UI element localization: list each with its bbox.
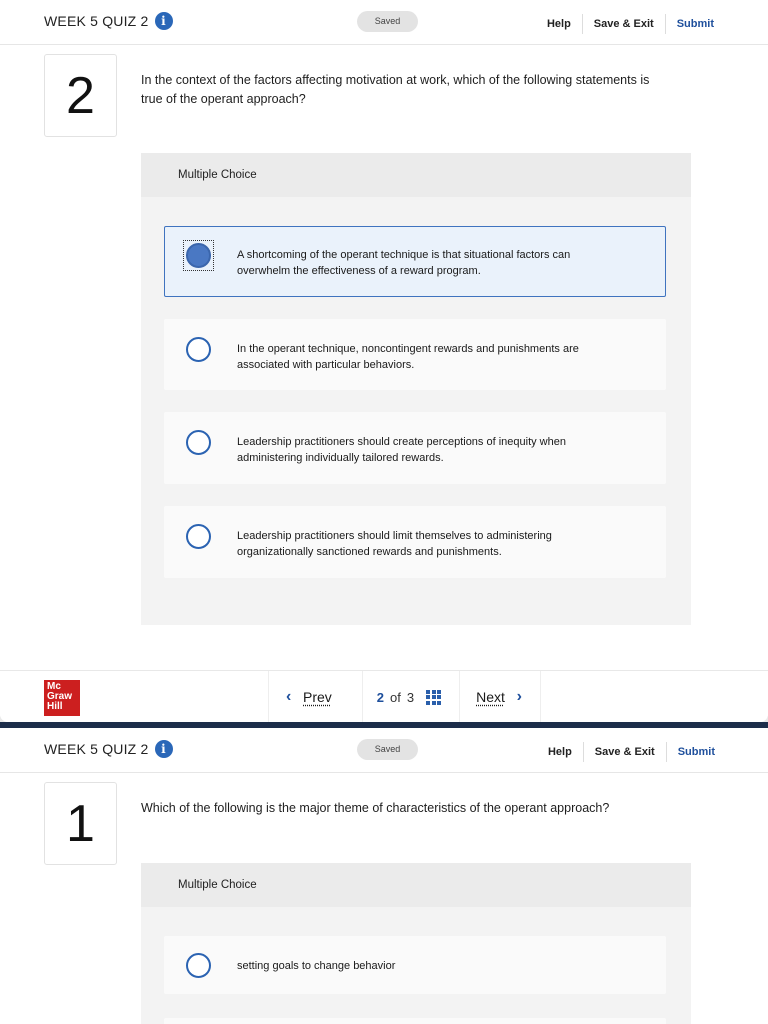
top-links [536,14,714,34]
question-type-label: Multiple Choice [141,863,691,907]
chevron-left-icon: ‹ [286,688,292,705]
top-links [537,742,715,762]
quiz-title-text: WEEK 5 QUIZ 2 [44,13,149,29]
question-text: Which of the following is the major theme of characteristics of the operant approach? [141,801,610,815]
submit-button[interactable]: Submit [676,18,714,30]
answer-option-4[interactable] [164,506,666,578]
multiple-choice-panel [141,863,691,1024]
prev-label: Prev [303,689,332,705]
save-exit-button[interactable]: Save & Exit [594,746,655,758]
chevron-right-icon: › [516,688,522,705]
mcgraw-hill-logo: Mc Graw Hill [44,680,80,716]
answer-option-3[interactable] [164,412,666,484]
answer-option-text: In the operant technique, noncontingent rewards and punishments are associated with particular behaviors. [237,343,579,371]
question-type-label: Multiple Choice [141,153,691,197]
quiz-title [44,12,173,30]
of-label: of [390,689,401,705]
question-number: 2 [44,54,117,137]
radio-empty-icon[interactable] [186,337,211,362]
radio-empty-icon[interactable] [186,953,211,978]
top-bar [0,0,768,45]
help-button[interactable]: Help [546,18,571,30]
next-button[interactable] [459,671,541,722]
save-exit-button[interactable]: Save & Exit [593,18,654,30]
submit-button[interactable]: Submit [677,746,715,758]
info-icon[interactable]: i [155,740,173,758]
question-number: 1 [44,782,117,865]
footer-bar [0,670,768,722]
help-button[interactable]: Help [547,746,572,758]
quiz-title-text: WEEK 5 QUIZ 2 [44,741,149,757]
radio-empty-icon[interactable] [186,430,211,455]
quiz-screen-question-1 [0,728,768,1024]
answer-option-text: Leadership practitioners should create perceptions of inequity when administering individually tailored rewards. [237,436,566,464]
top-bar [0,728,768,773]
answer-option-text: A shortcoming of the operant technique is that situational factors can overwhelm the effectiveness of a reward program. [237,249,571,277]
answer-option-1[interactable] [164,226,666,297]
radio-empty-icon[interactable] [186,524,211,549]
info-icon[interactable]: i [155,12,173,30]
answer-option-2[interactable] [164,1018,666,1024]
prev-button[interactable] [268,671,362,722]
answer-option-text: Leadership practitioners should limit themselves to administering organizationally sanctioned rewards and punishments. [237,530,552,558]
quiz-title [44,740,173,758]
question-navigation [268,671,541,722]
grid-icon[interactable] [426,690,441,705]
multiple-choice-panel [141,153,691,625]
saved-status-badge: Saved [357,739,418,760]
answer-option-text: setting goals to change behavior [237,960,396,972]
current-page: 2 [376,689,385,705]
question-text: In the context of the factors affecting motivation at work, which of the following statements is true of the operant approach? [141,73,650,106]
total-pages: 3 [406,689,415,705]
radio-selected-icon[interactable] [186,243,211,268]
answer-option-1[interactable] [164,936,666,994]
page-indicator[interactable] [362,671,459,722]
next-label: Next [476,689,505,705]
saved-status-badge: Saved [357,11,418,32]
answer-option-2[interactable] [164,319,666,390]
